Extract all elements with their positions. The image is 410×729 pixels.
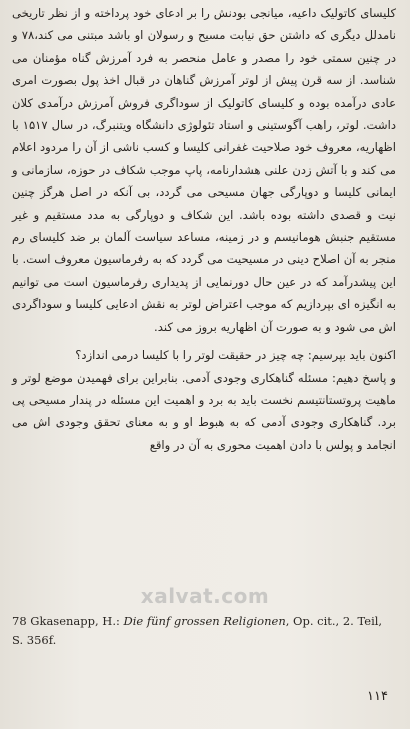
main-text bbox=[12, 2, 396, 456]
watermark: xalvat.com bbox=[140, 584, 270, 608]
page-number: ۱۱۴ bbox=[367, 689, 388, 704]
footnote-number: 78 bbox=[12, 614, 27, 628]
footnote-author: Gkasenapp, H.: bbox=[30, 614, 120, 628]
footnote-title: Die fünf grossen Religionen bbox=[123, 614, 286, 628]
footnote bbox=[12, 612, 396, 650]
footnote-rest: , Op. cit., 2. Teil, S. 356f. bbox=[12, 614, 383, 647]
paragraph-1: کلیسای کاتولیک داعیه، میانجی بودنش را بر ادعای خود پرداخته و از نظر تاریخی نامدلل دیگری که داشتن حق نیابت مسیح و رسولان او باشد مبتنی می کند،۷۸ و در چنین سمتی خود را مصدر و عامل منحصر به فرد آمرزش گناه مؤمنان می شناسد. از سه قرن پیش از لوتر آمرزش گناهان در قبال اخذ پول بصورت امری عادی درآمده بوده و کلیسای کاتولیک از سوداگری فروش آمرزش درآمدی کلان داشت. لوتر، راهب آگوستینی و استاد تئولوژی دانشگاه ویتنبرگ، در سال ۱۵۱۷ با اظهاریه، معروف خود صلاحیت غفرانی کلیسا و کسب ناشی از آن را مردود اعلام می کند و با آتش زدن علنی هشدارنامه، پاپ موجب شکاف در حوزه، سازمانی و ایمانی کلیسا و دوپارگی جهان مسیحی می گردد، بی آنکه در اصل هرگز چنین نیت و قصدی داشته بوده باشد. این شکاف و دوپارگی به مدد مستقیم و غیر مستقیم جنبش هومانیسم و در زمینه، مساعد سیاست آلمان بر ضد کلیسای رم منجر به آن اصلاح دینی در مسیحیت می گردد که به رفرماسیون معروف است. با این پیشدرآمد که در عین حال دورنمایی از پدیداری رفرماسیون است می توانیم به انگیزه ای بپردازیم که موجب اعتراض لوتر به نقش ادعایی کلیسا و سوداگردی اش می شود و به صورت آن اظهاریه بروز می کند. bbox=[12, 6, 396, 334]
paragraph-3: و پاسخ دهیم: مسئله گناهکاری وجودی آدمی. بنابراین برای فهمیدن موضع لوتر و ماهیت پروتستانتیسم نخست باید به برد و اهمیت این مسئله در پندار مسیحی پی برد. گناهکاری وجودی آدمی که به هبوط او و به معنای تحقق وجودی اش می انجامد و پولس با دادن اهمیت محوری به آن در واقع bbox=[12, 370, 396, 452]
paragraph-2: اکنون باید بپرسیم: چه چیز در حقیقت لوتر را با کلیسا درمی اندازد؟ bbox=[75, 348, 396, 363]
